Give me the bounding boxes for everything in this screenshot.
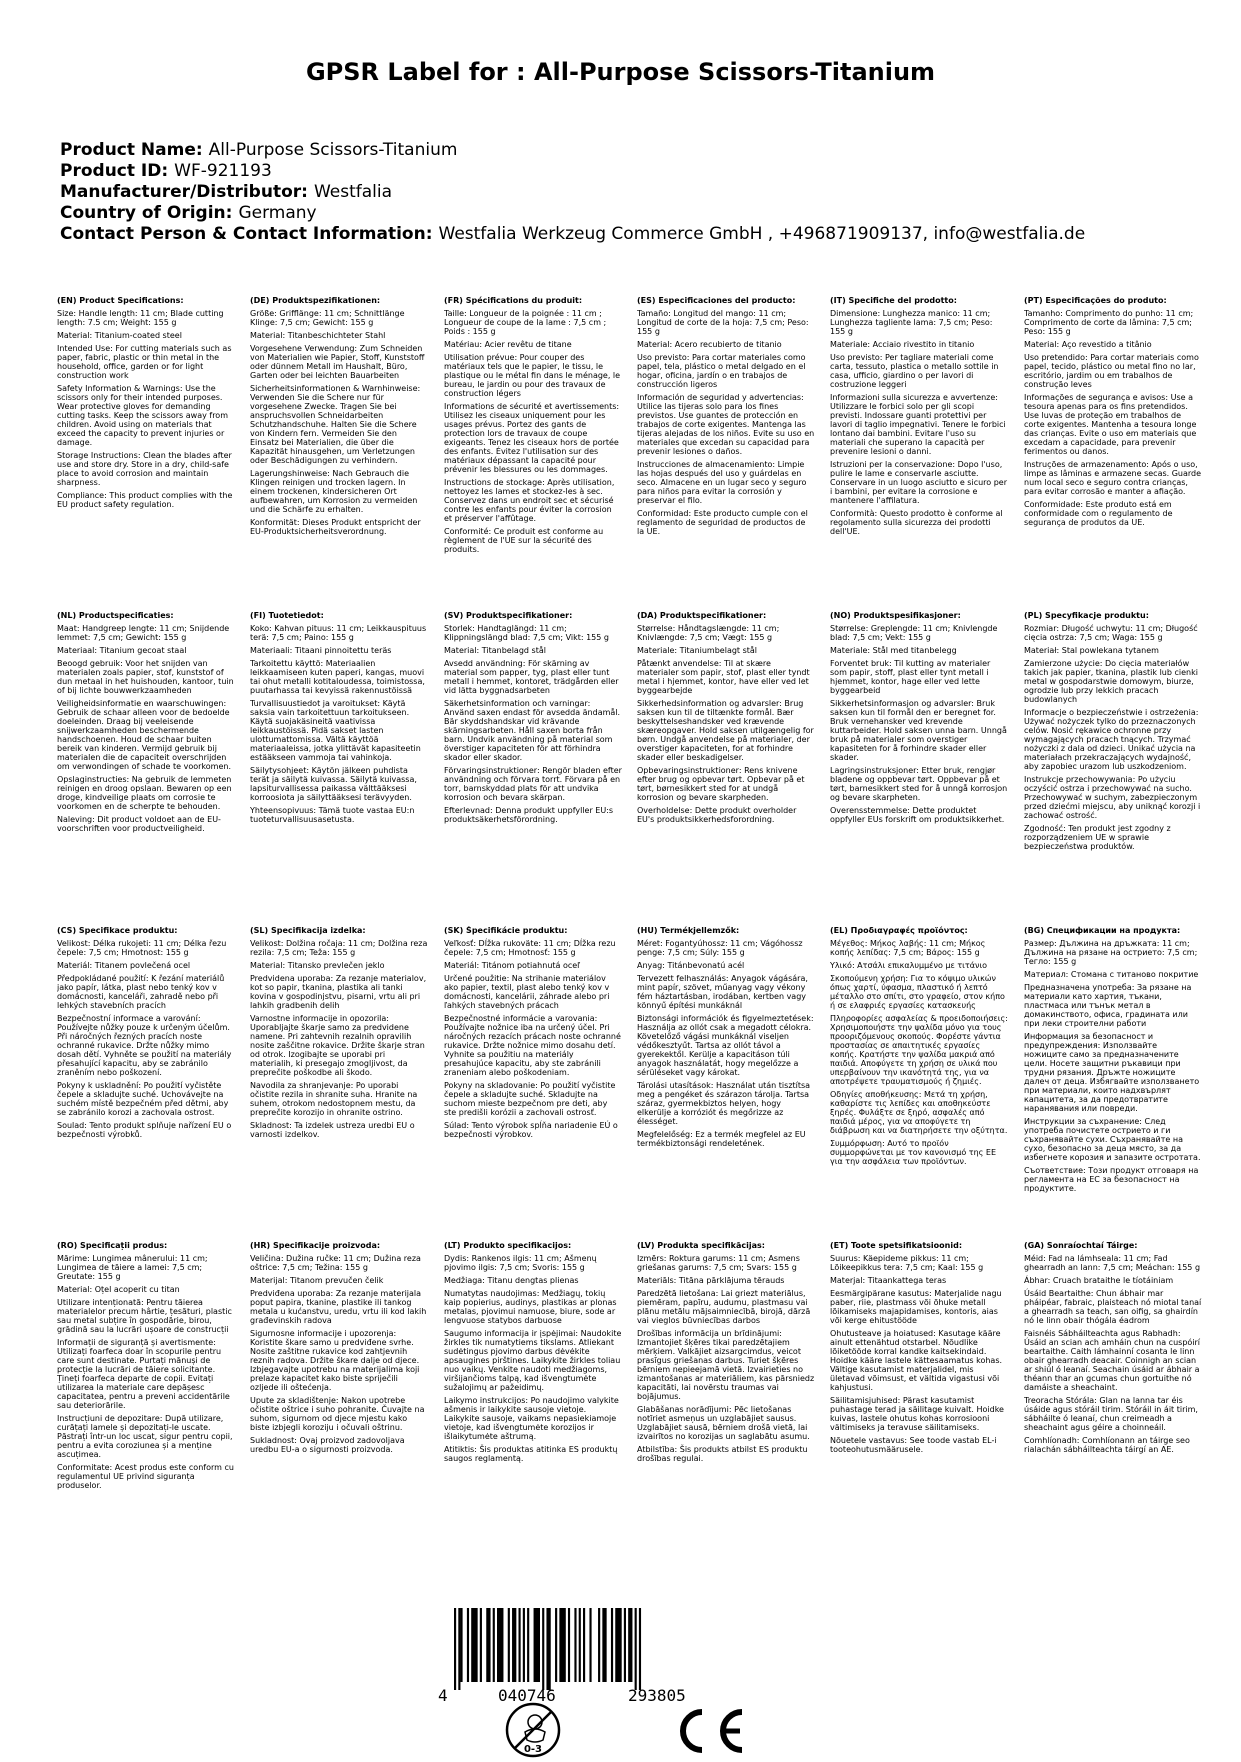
barcode-bar bbox=[493, 1608, 495, 1682]
spec-cell bbox=[444, 926, 622, 1231]
spec-paragraph: Информация за безопасност и предупреждения: Използвайте ножиците само за предназначените цели. Носете защитни ръкавици при трудни рязания. Дръжте ножиците далеч от деца. Избягвайте използването при материали, които надхвърлят капацитета, за да предотвратите наранявания или повреди. bbox=[1024, 1032, 1200, 1113]
spec-paragraph: Koko: Kahvan pituus: 11 cm; Leikkauspituus terä: 7,5 cm; Paino: 155 g bbox=[250, 624, 427, 642]
spec-paragraph: Atbilstība: Šis produkts atbilst ES produktu drošības regulai. bbox=[637, 1445, 808, 1463]
spec-paragraph: Sigurnosne informacije i upozorenja: Koristite škare samo u predviđene svrhe. Nosite zaštitne rukavice kod zahtjevnih reznih radova. Držite škare dalje od djece. Izbjegavajte upotrebu na materijalima koji prelaze kapacitet kako biste spriječili ozljede ili oštećenja. bbox=[250, 1329, 420, 1392]
spec-paragraph: Uso pretendido: Para cortar materiais como papel, tecido, plástico ou metal fino no lar, escritório, jardim ou em trabalhos de construção leves bbox=[1024, 353, 1199, 389]
spec-grid bbox=[57, 296, 1202, 1556]
barcode-bar bbox=[512, 1608, 516, 1682]
spec-paragraph: Material: Aço revestido a titânio bbox=[1024, 340, 1152, 349]
spec-paragraph: Dydis: Rankenos ilgis: 11 cm; Ašmenų pjovimo ilgis: 7,5 cm; Svoris: 155 g bbox=[444, 1254, 597, 1272]
spec-paragraph: Sikkerhetsinformasjon og advarsler: Bruk saksen kun til formål den er beregnet for. Bruk vernehansker ved krevende kuttarbeider. Hold saksen unna barn. Unngå bruk på materialer som overstiger kapasiteten for å forhindre skader eller skader. bbox=[830, 699, 1007, 762]
spec-paragraph: Conformidade: Este produto está em conformidade com o regulamento de segurança de produtos da UE. bbox=[1024, 500, 1173, 527]
spec-paragraph: Sikkerhedsinformation og advarsler: Brug saksen kun til de tiltænkte formål. Bær beskyttelseshandsker ved krævende skæreopgaver. Hold saksen utilgængelig for børn. Undgå anvendelse på materialer, der overstiger kapaciteten, for at forhindre skader eller beskadigelser. bbox=[637, 699, 814, 762]
spec-paragraph: Zamierzone użycie: Do cięcia materiałów takich jak papier, tkanina, plastik lub cienki metal w gospodarstwie domowym, biurze, ogrodzie lub przy lekkich pracach budowlanych bbox=[1024, 659, 1198, 704]
spec-paragraph: Säilitamisjuhised: Pärast kasutamist puhastage terad ja säilitage kuivalt. Hoidke kuivas, lastele ohutus kohas korrosiooni vältimiseks ja teravuse säilitamiseks. bbox=[830, 1396, 1004, 1432]
spec-cell bbox=[57, 926, 235, 1231]
spec-paragraph: Megfelelőség: Ez a termék megfelel az EU termékbiztonsági rendeletének. bbox=[637, 1130, 806, 1148]
spec-paragraph: Πληροφορίες ασφαλείας & προειδοποιήσεις: Χρησιμοποιήστε την ψαλίδα μόνο για τους προοριζόμενους σκοπούς. Φορέστε γάντια προστασίας σε απαιτητικές εργασίες κοπής. Κρατήστε την ψαλίδα μακριά από παιδιά. Αποφύγετε τη χρήση σε υλικά που υπερβαίνουν την ικανότητά της, για να αποτρέψετε τραυματισμούς ή ζημιές. bbox=[830, 1014, 1008, 1086]
spec-paragraph: Skladnost: Ta izdelek ustreza uredbi EU o varnosti izdelkov. bbox=[250, 1121, 415, 1139]
info-product-name: Product Name: All-Purpose Scissors-Titanium bbox=[60, 140, 458, 160]
barcode-bar bbox=[635, 1608, 637, 1690]
spec-paragraph: Pokyny k uskladnění: Po použití vyčistěte čepele a skladujte suché. Uchovávejte na suchém místě bezpečném před dětmi, aby se zabránilo korozi a zachovala ostrost. bbox=[57, 1081, 229, 1117]
spec-paragraph: Säkerhetsinformation och varningar: Använd saxen endast för avsedda ändamål. Bär skyddshandskar vid krävande skärningsarbeten. Håll saxen borta från barn. Undvik användning på material som överstiger kapaciteten för att förhindra skador eller skador. bbox=[444, 699, 621, 762]
spec-paragraph: Predviđena uporaba: Za rezanje materijala poput papira, tkanine, plastike ili tankog metala u kućanstvu, uredu, vrtu ili kod lakih građevinskih radova bbox=[250, 1289, 427, 1325]
spec-cell bbox=[637, 926, 815, 1231]
spec-paragraph: Utilisation prévue: Pour couper des matériaux tels que le papier, le tissu, le plastique ou le métal fin dans le ménage, le bureau, le jardin ou pour des travaux de construction légers bbox=[444, 353, 621, 398]
barcode-bar bbox=[458, 1608, 460, 1690]
spec-paragraph: Conformité: Ce produit est conforme au règlement de l'UE sur la sécurité des produits. bbox=[444, 527, 604, 554]
barcode-bar bbox=[559, 1608, 565, 1682]
spec-paragraph: Yhteensopivuus: Tämä tuote vastaa EU:n tuoteturvallisuusasetusta. bbox=[250, 806, 415, 824]
spec-paragraph: Medžiaga: Titanu dengtas plienas bbox=[444, 1276, 579, 1285]
barcode-bar bbox=[589, 1608, 591, 1682]
spec-heading: (HR) Specifikacije proizvoda: bbox=[250, 1241, 381, 1250]
spec-heading: (CS) Specifikace produktu: bbox=[57, 926, 178, 935]
spec-paragraph: Veličina: Dužina ručke: 11 cm; Dužina reza oštrice: 7,5 cm; Težina: 155 g bbox=[250, 1254, 421, 1272]
spec-paragraph: Materiaali: Titaani pinnoitettu teräs bbox=[250, 646, 392, 655]
spec-paragraph: Naleving: Dit product voldoet aan de EU-voorschriften voor productveiligheid. bbox=[57, 815, 221, 833]
spec-paragraph: Veiligheidsinformatie en waarschuwingen: Gebruik de schaar alleen voor de bedoelde doeleinden. Draag bij veeleisende snijwerkzaamheden beschermende handschoenen. Houd de schaar buiten bereik van kinderen. Vermijd gebruik bij materialen die de capaciteit overschrijden om verwondingen of schade te voorkomen. bbox=[57, 699, 231, 771]
spec-paragraph: Materiał: Stal powlekana tytanem bbox=[1024, 646, 1159, 655]
spec-paragraph: Tarkoitettu käyttö: Materiaalien leikkaamiseen kuten paperi, kangas, muovi tai ohut metalli kotitaloudessa, toimistossa, puutarhassa tai kevyissä rakennustöissä bbox=[250, 659, 425, 695]
spec-heading: (SL) Specifikacija izdelka: bbox=[250, 926, 366, 935]
spec-row bbox=[57, 296, 1202, 611]
spec-paragraph: Instrucțiuni de depozitare: După utilizare, curățați lamele și depozitați-le uscate. Păstrați într-un loc uscat, sigur pentru copii, pentru a evita coroziunea și a menține ascuțimea. bbox=[57, 1414, 233, 1459]
spec-heading: (DE) Produktspezifikationen: bbox=[250, 296, 381, 305]
spec-paragraph: Předpokládané použití: K řezání materiálů jako papír, látka, plast nebo tenký kov v domácnosti, kanceláři, zahradě nebo při lehkých stavebních pracích bbox=[57, 974, 225, 1010]
spec-paragraph: Materijal: Titanom prevučen čelik bbox=[250, 1276, 384, 1285]
spec-heading: (NL) Productspecificaties: bbox=[57, 611, 174, 620]
spec-paragraph: Efterlevnad: Denna produkt uppfyller EU:s produktsäkerhetsförordning. bbox=[444, 806, 614, 824]
barcode-bar bbox=[467, 1608, 469, 1682]
spec-heading: (EN) Product Specifications: bbox=[57, 296, 184, 305]
spec-paragraph: Instruções de armazenamento: Após o uso, limpe as lâminas e armazene secas. Guarde num local seco e seguro contra crianças, para evitar corrosão e manter a afiação. bbox=[1024, 460, 1202, 496]
spec-heading: (ET) Toote spetsifikatsioonid: bbox=[830, 1241, 963, 1250]
spec-paragraph: Material: Titanbeschichteter Stahl bbox=[250, 331, 386, 340]
spec-heading: (FI) Tuotetiedot: bbox=[250, 611, 324, 620]
spec-cell bbox=[444, 611, 622, 916]
spec-cell bbox=[637, 611, 815, 916]
info-country: Country of Origin: Germany bbox=[60, 203, 317, 223]
spec-paragraph: Nõuetele vastavus: See toode vastab EL-i tooteohutusmäärusele. bbox=[830, 1436, 997, 1454]
spec-cell bbox=[637, 1241, 815, 1546]
spec-paragraph: Izmērs: Roktura garums: 11 cm; Asmens griešanas garums: 7,5 cm; Svars: 155 g bbox=[637, 1254, 800, 1272]
spec-paragraph: Glabāšanas norādījumi: Pēc lietošanas notīriet asmeņus un uzglabājiet sausus. Uzglabājiet sausā, bērniem drošā vietā, lai izvairītos no korozijas un saglabātu asumu. bbox=[637, 1405, 810, 1441]
spec-cell bbox=[250, 611, 428, 916]
barcode-lead-digit: 4 bbox=[438, 1686, 448, 1705]
spec-paragraph: Biztonsági információk és figyelmeztetések: Használja az ollót csak a megadott célokra. Követelőző vágási munkáknál viseljen védőkesztyűt. Tartsa az ollót távol a gyerekektől. Kerülje a kapacitáson túli anyagok használatát, hogy megelőzze a sérüléseket vagy károkat. bbox=[637, 1014, 814, 1077]
spec-paragraph: Informații de siguranță și avertismente: Utilizați foarfeca doar în scopurile pentru care sunt destinate. Purtați mănuși de protecție la lucrări de tăiere solicitante. Țineți foarfeca departe de copii. Evitați utilizarea la materiale care depășesc capacitatea, pentru a preveni accidentările sau deteriorările. bbox=[57, 1338, 230, 1410]
info-contact: Contact Person & Contact Information: Westfalia Werkzeug Commerce GmbH , +496871909137, info@westfalia.de bbox=[60, 224, 1086, 244]
spec-paragraph: Informations de sécurité et avertissements: Utilisez les ciseaux uniquement pour les usages prévus. Portez des gants de protection lors de travaux de coupe exigeants. Tenez les ciseaux hors de portée des enfants. Évitez l'utilisation sur des matériaux dépassant la capacité pour prévenir les blessures ou les dommages. bbox=[444, 402, 620, 474]
spec-cell bbox=[1024, 296, 1202, 601]
spec-paragraph: Atitiktis: Šis produktas atitinka ES produktų saugos reglamentą. bbox=[444, 1445, 618, 1463]
spec-paragraph: Navodila za shranjevanje: Po uporabi očistite rezila in shranite suha. Hranite na suhem, otrokom nedostopnem mestu, da preprečite korozijo in ohranite ostrino. bbox=[250, 1081, 418, 1117]
spec-cell bbox=[57, 1241, 235, 1546]
spec-paragraph: Materiale: Acciaio rivestito in titanio bbox=[830, 340, 975, 349]
barcode-bar bbox=[497, 1608, 503, 1682]
spec-paragraph: Suurus: Käepideme pikkus: 11 cm; Lõikeepikkus tera: 7,5 cm; Kaal: 155 g bbox=[830, 1254, 984, 1272]
barcode-bar bbox=[471, 1608, 477, 1682]
spec-paragraph: Materiale: Stål med titanbelegg bbox=[830, 646, 957, 655]
barcode-bar bbox=[508, 1608, 510, 1682]
spec-paragraph: Laikymo instrukcijos: Po naudojimo valykite ašmenis ir laikykite sausoje vietoje. Laikykite sausoje, vaikams nepasiekiamoje vietoje, kad išvengtumėte korozijos ir išlaikytumėte aštrumą. bbox=[444, 1396, 619, 1441]
spec-paragraph: Forventet bruk: Til kutting av materialer som papir, stoff, plast eller tynt metall i hjemmet, kontor, hage eller ved lette byggearbeid bbox=[830, 659, 991, 695]
barcode-left-digits: 040746 bbox=[498, 1686, 556, 1705]
spec-cell bbox=[830, 296, 1008, 601]
spec-paragraph: Materiál: Titánom potiahnutá oceľ bbox=[444, 961, 581, 970]
spec-paragraph: Instructions de stockage: Après utilisation, nettoyez les lames et stockez-les à sec. Conservez dans un endroit sec et sécurisé contre les enfants pour éviter la corrosion et préserver l'affûtage. bbox=[444, 478, 615, 523]
spec-cell bbox=[444, 296, 622, 601]
spec-paragraph: Treoracha Stórála: Glan na lanna tar éis úsáide agus stóráil tirim. Stóráil in áit tirim, sábháilte ó leanaí, chun creimeadh a sheachaint agus géire a choinneáil. bbox=[1024, 1396, 1198, 1432]
spec-paragraph: Μέγεθος: Μήκος λαβής: 11 cm; Μήκος κοπής λεπίδας: 7,5 cm; Βάρος: 155 g bbox=[830, 939, 986, 957]
barcode-bar bbox=[568, 1608, 570, 1682]
spec-paragraph: Pokyny na skladovanie: Po použití vyčistite čepele a skladujte suché. Skladujte na suchom mieste bezpečnom pre deti, aby ste predišli korózii a zachovali ostrosť. bbox=[444, 1081, 616, 1117]
spec-heading: (SK) Špecifikácie produktu: bbox=[444, 926, 568, 935]
ce-mark-icon bbox=[668, 1708, 746, 1754]
spec-cell bbox=[250, 296, 428, 601]
spec-paragraph: Συμμόρφωση: Αυτό το προϊόν συμμορφώνεται με τον κανονισμό της ΕΕ για την ασφάλεια των προϊόντων. bbox=[830, 1139, 996, 1166]
spec-paragraph: Matériau: Acier revêtu de titane bbox=[444, 340, 572, 349]
spec-paragraph: Size: Handle length: 11 cm; Blade cutting length: 7.5 cm; Weight: 155 g bbox=[57, 309, 224, 327]
spec-cell bbox=[57, 611, 235, 916]
spec-paragraph: Méid: Fad na lámhseala: 11 cm; Fad ghearradh an lann: 7,5 cm; Meáchan: 155 g bbox=[1024, 1254, 1201, 1272]
spec-heading: (RO) Specificații produs: bbox=[57, 1241, 168, 1250]
spec-cell bbox=[830, 611, 1008, 916]
spec-paragraph: Velikost: Délka rukojeti: 11 cm; Délka řezu čepele: 7,5 cm; Hmotnost: 155 g bbox=[57, 939, 227, 957]
svg-text:0-3: 0-3 bbox=[523, 1744, 543, 1755]
spec-paragraph: Utilizare intenționată: Pentru tăierea materialelor precum hârtie, țesături, plastic sau metal subțire în gospodărie, birou, grădină sau la lucrări ușoare de construcții bbox=[57, 1298, 232, 1334]
spec-heading: (PT) Especificações do produto: bbox=[1024, 296, 1167, 305]
barcode-bar bbox=[486, 1608, 490, 1682]
spec-paragraph: Turvallisuustiedot ja varoitukset: Käytä saksia vain tarkoitettuun tarkoitukseen. Käytä suojakäsineitä vaativissa leikkaustöissä. Pidä sakset lasten ulottumattomissa. Vältä käyttöä materiaaleissa, jotka ylittävät kapasiteetin estääkseen vammoja tai vahinkoja. bbox=[250, 699, 421, 762]
barcode-digits bbox=[438, 1686, 738, 1704]
barcode-bar bbox=[480, 1608, 482, 1682]
barcode-bar bbox=[615, 1608, 621, 1682]
spec-paragraph: Storage Instructions: Clean the blades after use and store dry. Store in a dry, child-safe place to avoid corrosion and maintain sharpness. bbox=[57, 451, 232, 487]
barcode-bar bbox=[527, 1608, 529, 1682]
spec-paragraph: Съответствие: Този продукт отговаря на регламента на ЕС за безопасност на продуктите. bbox=[1024, 1166, 1199, 1193]
spec-paragraph: Размер: Дължина на дръжката: 11 cm; Дължина на рязане на острието: 7,5 cm; Тегло: 155 g bbox=[1024, 939, 1198, 966]
barcode-bar bbox=[624, 1608, 626, 1682]
spec-heading: (SV) Produktspecifikationer: bbox=[444, 611, 573, 620]
info-manufacturer: Manufacturer/Distributor: Westfalia bbox=[60, 182, 392, 202]
barcode-right-digits: 293805 bbox=[628, 1686, 686, 1705]
barcode-bar bbox=[454, 1608, 456, 1690]
spec-paragraph: Taille: Longueur de la poignée : 11 cm ; Longueur de coupe de la lame : 7,5 cm ; Poids : 155 g bbox=[444, 309, 607, 336]
spec-paragraph: Säilytysohjeet: Käytön jälkeen puhdista terät ja säilytä kuivassa. Säilytä kuivassa, lapsiturvallisessa paikassa välttääksesi korroosiota ja säilyttääksesi terävyyden. bbox=[250, 766, 417, 802]
barcode-bar bbox=[639, 1608, 641, 1690]
spec-cell bbox=[250, 1241, 428, 1546]
spec-paragraph: Upute za skladištenje: Nakon upotrebe očistite oštrice i suho pohranite. Čuvajte na suhom, sigurnom od djece mjestu kako biste izbjegli koroziju i očuvali oštrinu. bbox=[250, 1396, 425, 1432]
spec-heading: (ES) Especificaciones del producto: bbox=[637, 296, 796, 305]
spec-paragraph: Konformität: Dieses Produkt entspricht der EU-Produktsicherheitsverordnung. bbox=[250, 518, 421, 536]
spec-paragraph: Vorgesehene Verwendung: Zum Schneiden von Materialien wie Papier, Stoff, Kunststoff oder dünnem Metall im Haushalt, Büro, Garten oder bei leichten Bauarbeiten bbox=[250, 344, 425, 380]
spec-paragraph: Overensstemmelse: Dette produktet oppfyller EUs forskrift om produktsikkerhet. bbox=[830, 806, 1005, 824]
barcode-bar bbox=[460, 1608, 462, 1682]
barcode-bar bbox=[555, 1608, 557, 1682]
spec-cell bbox=[57, 296, 235, 601]
spec-paragraph: Påtænkt anvendelse: Til at skære materialer som papir, stof, plast eller tyndt metal i hjemmet, kontor, have eller ved let byggearbejde bbox=[637, 659, 810, 695]
barcode-bar bbox=[611, 1608, 613, 1682]
spec-paragraph: Ábhar: Cruach brataithe le tíotáiniam bbox=[1024, 1276, 1174, 1285]
barcode-bar bbox=[579, 1608, 581, 1682]
spec-paragraph: Compliance: This product complies with the EU product safety regulation. bbox=[57, 491, 233, 509]
spec-paragraph: Предназначена употреба: За рязане на материали като хартия, тъкани, пластмаса или тънък метал в домакинството, офиса, градината или при леки строителни работи bbox=[1024, 983, 1192, 1028]
age-0-3-warning-icon bbox=[505, 1702, 561, 1758]
info-product-id: Product ID: WF-921193 bbox=[60, 161, 272, 181]
spec-cell bbox=[1024, 611, 1202, 916]
spec-paragraph: Materiāls: Titāna pārklājuma tērauds bbox=[637, 1276, 785, 1285]
barcode-bar bbox=[534, 1608, 540, 1682]
spec-heading: (LV) Produkta specifikācijas: bbox=[637, 1241, 765, 1250]
spec-heading: (DA) Produktspecifikationer: bbox=[637, 611, 767, 620]
spec-paragraph: Förvaringsinstruktioner: Rengör bladen efter användning och förvara torrt. Förvara på en torr, barnskyddad plats för att undvika korrosion och bevara skärpan. bbox=[444, 766, 622, 802]
spec-row bbox=[57, 926, 1201, 1241]
spec-paragraph: Soulad: Tento produkt splňuje nařízení EU o bezpečnosti výrobků. bbox=[57, 1121, 232, 1139]
spec-paragraph: Lagringsinstruksjoner: Etter bruk, rengjør bladene og oppbevar tørt. Oppbevar på et tørt, barnesikkert sted for å unngå korrosjon og bevare skarpheten. bbox=[830, 766, 1008, 802]
spec-paragraph: Tervezett felhasználás: Anyagok vágására, mint papír, szövet, műanyag vagy vékony fém háztartásban, irodában, kertben vagy könnyű építési munkáknál bbox=[637, 974, 808, 1010]
spec-paragraph: Drošības informācija un brīdinājumi: Izmantojiet šķēres tikai paredzētajiem mērķiem. Valkājiet aizsargcimdus, veicot prasīgus griešanas darbus. Turiet šķēres bērniem nepieejamā vietā. Izvairieties no izmantošanas ar materiāliem, kas pārsniedz kapacitāti, lai novērstu traumas vai bojājumus. bbox=[637, 1329, 815, 1401]
spec-heading: (BG) Спецификации на продукта: bbox=[1024, 926, 1181, 935]
spec-paragraph: Størrelse: Greplengde: 11 cm; Knivlengde blad: 7,5 cm; Vekt: 155 g bbox=[830, 624, 998, 642]
barcode-bar bbox=[546, 1608, 550, 1690]
spec-paragraph: Informacje o bezpieczeństwie i ostrzeżenia: Używać nożyczek tylko do przeznaczonych celów. Nosić rękawice ochronne przy wymagających pracach tnących. Trzymać nożyczki z dala od dzieci. Unikać użycia na materiałach przekraczających wydajność, aby zapobiec urazom lub uszkodzeniom. bbox=[1024, 708, 1199, 771]
spec-cell bbox=[444, 1241, 622, 1546]
spec-heading: (GA) Sonraíochtaí Táirge: bbox=[1024, 1241, 1138, 1250]
spec-paragraph: Bezpečnostní informace a varování: Používejte nůžky pouze k určeným účelům. Při náročných řezných pracích noste ochranné rukavice. Držte nůžky mimo dosah dětí. Vyhněte se použití na materiály přesahující kapacitu, aby se zabránilo zraněním nebo poškození. bbox=[57, 1014, 232, 1077]
spec-cell bbox=[830, 926, 1008, 1231]
spec-paragraph: Informações de segurança e avisos: Use a tesoura apenas para os fins pretendidos. Use luvas de proteção em trabalhos de corte exigentes. Mantenha a tesoura longe das crianças. Evite o uso em materiais que excedam a capacidade, para prevenir ferimentos ou danos. bbox=[1024, 393, 1197, 456]
spec-paragraph: Súlad: Tento výrobok spĺňa nariadenie EÚ o bezpečnosti výrobkov. bbox=[444, 1121, 618, 1139]
spec-paragraph: Safety Information & Warnings: Use the scissors only for their intended purposes. Wear protective gloves for demanding cutting tasks. Keep the scissors away from children. Avoid using on materials that exceed the capacity to prevent injuries or damage. bbox=[57, 384, 228, 447]
spec-paragraph: Material: Titanbelagd stål bbox=[444, 646, 546, 655]
spec-paragraph: Varnostne informacije in opozorila: Uporabljajte škarje samo za predvidene namene. Pri zahtevnih rezalnih opravilih nosite zaščitne rokavice. Držite škarje stran od otrok. Izogibajte se uporabi pri materialih, ki presegajo zmogljivost, da preprečite poškodbe ali škodo. bbox=[250, 1014, 425, 1077]
spec-paragraph: Sukladnost: Ovaj proizvod zadovoljava uredbu EU-a o sigurnosti proizvoda. bbox=[250, 1436, 405, 1454]
barcode-bar bbox=[574, 1608, 576, 1682]
spec-paragraph: Dimensione: Lunghezza manico: 11 cm; Lunghezza tagliente lama: 7,5 cm; Peso: 155 g bbox=[830, 309, 993, 336]
barcode-icon bbox=[440, 1608, 740, 1690]
spec-heading: (EL) Προδιαγραφές προϊόντος: bbox=[830, 926, 968, 935]
barcode-bar bbox=[523, 1608, 525, 1682]
spec-paragraph: Eesmärgipärane kasutus: Materjalide nagu paber, riie, plastmass või õhuke metall lõikamiseks majapidamises, kontoris, aias või kerge ehitustööde bbox=[830, 1289, 1002, 1325]
spec-paragraph: Conformitate: Acest produs este conform cu regulamentul UE privind siguranța produselor. bbox=[57, 1463, 234, 1490]
spec-heading: (PL) Specyfikacje produktu: bbox=[1024, 611, 1149, 620]
spec-paragraph: Istruzioni per la conservazione: Dopo l'uso, pulire le lame e conservarle asciutte. Conservare in un luogo asciutto e sicuro per i bambini, per evitare la corrosione e mantenere l'affilatura. bbox=[830, 460, 1008, 505]
spec-cell bbox=[1024, 1241, 1202, 1546]
spec-cell bbox=[1024, 926, 1202, 1231]
spec-heading: (FR) Spécifications du produit: bbox=[444, 296, 583, 305]
spec-paragraph: Anyag: Titánbevonatú acél bbox=[637, 961, 745, 970]
product-info bbox=[60, 140, 1190, 245]
spec-heading: (IT) Specifiche del prodotto: bbox=[830, 296, 957, 305]
spec-paragraph: Υλικό: Ατσάλι επικαλυμμένο με τιτάνιο bbox=[830, 961, 988, 970]
spec-paragraph: Numatytas naudojimas: Medžiagų, tokių kaip popierius, audinys, plastikas ar plonas metalas, pjovimui namuose, biure, sode ar lengvuose statybos darbuose bbox=[444, 1289, 617, 1325]
spec-paragraph: Comhlíonadh: Comhlíonann an táirge seo rialachán sábháilteachta táirgí an AE. bbox=[1024, 1436, 1190, 1454]
spec-paragraph: Určené použitie: Na strihanie materiálov ako papier, textil, plast alebo tenký kov v domácnosti, kancelárii, záhrade alebo pri ľahkých stavebných prácach bbox=[444, 974, 610, 1010]
barcode-bar bbox=[598, 1608, 600, 1682]
ean-barcode bbox=[440, 1608, 740, 1690]
spec-paragraph: Maat: Handgreep lengte: 11 cm; Snijdende lemmet: 7,5 cm; Gewicht: 155 g bbox=[57, 624, 230, 642]
spec-paragraph: Opbevaringsinstruktioner: Rens knivene efter brug og opbevar tørt. Opbevar på et tørt, børnesikkert sted for at undgå korrosion og bevare skarpheden. bbox=[637, 766, 805, 802]
spec-paragraph: Materiale: Titaniumbelagt stål bbox=[637, 646, 758, 655]
page-title: GPSR Label for : All-Purpose Scissors-Titanium bbox=[305, 58, 936, 86]
spec-paragraph: Ohutusteave ja hoiatused: Kasutage kääre ainult ettenähtud otstarbel. Nõudlike lõiketööde korral kandke kaitsekindaid. Hoidke kääre lastele kättesaamatus kohas. Vältige kasutamist materjalidel, mis ületavad võimsust, et vältida vigastusi või kahjustusi. bbox=[830, 1329, 1003, 1392]
spec-paragraph: Avsedd användning: För skärning av material som papper, tyg, plast eller tunt metall i hemmet, kontoret, trädgården eller vid lätta byggnadsarbeten bbox=[444, 659, 619, 695]
spec-row bbox=[57, 611, 1201, 926]
barcode-bar bbox=[602, 1608, 606, 1682]
spec-paragraph: Material: Titansko prevlečen jeklo bbox=[250, 961, 385, 970]
spec-paragraph: Conformità: Questo prodotto è conforme al regolamento sulla sicurezza dei prodotti dell'UE. bbox=[830, 509, 1003, 536]
spec-paragraph: Größe: Grifflänge: 11 cm; Schnittlänge Klinge: 7,5 cm; Gewicht: 155 g bbox=[250, 309, 405, 327]
spec-heading: (NO) Produktspesifikasjoner: bbox=[830, 611, 961, 620]
spec-paragraph: Tamanho: Comprimento do punho: 11 cm; Comprimento de corte da lâmina: 7,5 cm; Peso: 155 g bbox=[1024, 309, 1194, 336]
spec-paragraph: Materjal: Titaankattega teras bbox=[830, 1276, 947, 1285]
spec-paragraph: Σκοπούμενη χρήση: Για το κόψιμο υλικών όπως χαρτί, ύφασμα, πλαστικό ή λεπτό μέταλλο στο σπίτι, στο γραφείο, στον κήπο ή σε ελαφριές εργασίες κατασκευής bbox=[830, 974, 1005, 1010]
spec-paragraph: Velikost: Dolžina ročaja: 11 cm; Dolžina reza rezila: 7,5 cm; Teža: 155 g bbox=[250, 939, 428, 957]
spec-paragraph: Tárolási utasítások: Használat után tisztítsa meg a pengéket és szárazon tárolja. Tartsa száraz, gyermekbiztos helyen, hogy elkerülje a korróziót és megőrizze az élességet. bbox=[637, 1081, 811, 1126]
spec-paragraph: Uso previsto: Per tagliare materiali come carta, tessuto, plastica o metallo sottile in casa, ufficio, giardino o per lavori di costruzione leggeri bbox=[830, 353, 999, 389]
barcode-bar bbox=[628, 1608, 632, 1682]
spec-paragraph: Størrelse: Håndtagslængde: 11 cm; Knivlængde: 7,5 cm; Vægt: 155 g bbox=[637, 624, 780, 642]
spec-heading: (LT) Produkto specifikacijos: bbox=[444, 1241, 572, 1250]
spec-paragraph: Bezpečnostné informácie a varovania: Používajte nožnice iba na určený účel. Pri náročných rezacích prácach noste ochranné rukavice. Držte nožnice mimo dosahu detí. Vyhnite sa použitiu na materiály presahujúce kapacitu, aby ste zabránili zraneniam alebo poškodeniam. bbox=[444, 1014, 621, 1077]
spec-row bbox=[57, 1241, 1202, 1556]
spec-paragraph: Sicherheitsinformationen & Warnhinweise: Verwenden Sie die Schere nur für vorgesehene Zwecke. Tragen Sie bei anspruchsvollen Schneidarbeiten Schutzhandschuhe. Halten Sie die Schere von Kindern fern. Vermeiden Sie den Einsatz bei Materialien, die über die Kapazität hinausgehen, um Verletzungen oder Beschädigungen zu verhindern. bbox=[250, 384, 421, 465]
spec-cell bbox=[250, 926, 428, 1231]
spec-paragraph: Instrukcje przechowywania: Po użyciu oczyścić ostrza i przechowywać na sucho. Przechowywać w suchym, zabezpieczonym przed dziećmi miejscu, aby uniknąć korozji i zachować ostrość. bbox=[1024, 775, 1201, 820]
spec-paragraph: Instrucciones de almacenamiento: Limpie las hojas después del uso y guárdelas en seco. Almacene en un lugar seco y seguro para niños para evitar la corrosión y preservar el filo. bbox=[637, 460, 807, 505]
spec-paragraph: Intended Use: For cutting materials such as paper, fabric, plastic or thin metal in the household, office, garden or for light construction work bbox=[57, 344, 232, 380]
spec-paragraph: Zgodność: Ten produkt jest zgodny z rozporządzeniem UE w sprawie bezpieczeństwa produktów. bbox=[1024, 824, 1171, 851]
spec-paragraph: Informazioni sulla sicurezza e avvertenze: Utilizzare le forbici solo per gli scopi previsti. Indossare guanti protettivi per lavori di taglio impegnativi. Tenere le forbici lontano dai bambini. Evitare l'uso su materiali che superano la capacità per prevenire lesioni o danni. bbox=[830, 393, 1006, 456]
barcode-bar bbox=[519, 1608, 521, 1682]
spec-paragraph: Paredzētā lietošana: Lai griezt materiālus, piemēram, papīru, audumu, plastmasu vai plānu metālu mājsaimniecībā, birojā, dārzā vai vieglos būvniecības darbos bbox=[637, 1289, 811, 1325]
spec-paragraph: Overholdelse: Dette produkt overholder EU's produktsikkerhedsforordning. bbox=[637, 806, 797, 824]
spec-paragraph: Información de seguridad y advertencias: Utilice las tijeras solo para los fines previstos. Use guantes de protección en trabajos de corte exigentes. Mantenga las tijeras alejadas de los niños. Evite su uso en materiales que excedan su capacidad para prevenir lesiones o daños. bbox=[637, 393, 815, 456]
barcode-bar bbox=[583, 1608, 585, 1682]
spec-paragraph: Οδηγίες αποθήκευσης: Μετά τη χρήση, καθαρίστε τις λεπίδες και αποθηκεύστε ξηρές. Φυλάξτε σε ξηρό, ασφαλές από παιδιά μέρος, για να αποφύγετε τη διάβρωση και να διατηρήσετε την οξύτητα. bbox=[830, 1090, 1008, 1135]
spec-paragraph: Conformidad: Este producto cumple con el reglamento de seguridad de productos de la UE. bbox=[637, 509, 808, 536]
spec-paragraph: Materiál: Titanem povlečená ocel bbox=[57, 961, 191, 970]
spec-paragraph: Materiaal: Titanium gecoat staal bbox=[57, 646, 187, 655]
spec-paragraph: Predvidena uporaba: Za rezanje materialov, kot so papir, tkanina, plastika ali tanki kovina v gospodinjstvu, pisarni, vrtu ali pri lahkih gradbenih delih bbox=[250, 974, 427, 1010]
spec-paragraph: Saugumo informacija ir įspėjimai: Naudokite žirkles tik numatytiems tikslams. Atliekant sudėtingus pjovimo darbus dėvėkite apsaugines pirštines. Laikykite žirkles toliau nuo vaikų. Venkite naudoti medžiagoms, viršijančioms talpą, kad išvengtumėte sužalojimų ar pažeidimų. bbox=[444, 1329, 622, 1392]
spec-paragraph: Storlek: Handtaglängd: 11 cm; Klippningslängd blad: 7,5 cm; Vikt: 155 g bbox=[444, 624, 609, 642]
spec-paragraph: Faisnéis Sábháilteachta agus Rabhadh: Úsáid an scian ach amháin chun na cuspóirí beartaithe. Caith lámhainní cosanta le linn obair ghearradh deacair. Coinnigh an scian ar shiúl ó leanaí. Seachain úsáid ar ábhair a théann thar an gcumas chun gortuithe nó damáiste a sheachaint. bbox=[1024, 1329, 1201, 1392]
spec-paragraph: Material: Oțel acoperit cu titan bbox=[57, 1285, 180, 1294]
spec-paragraph: Материал: Стомана с титаново покритие bbox=[1024, 970, 1199, 979]
spec-paragraph: Opslaginstructies: Na gebruik de lemmeten reinigen en droog opslaan. Bewaren op een droge, kindveilige plaats om corrosie te voorkomen en de scherpte te behouden. bbox=[57, 775, 232, 811]
spec-cell bbox=[830, 1241, 1008, 1546]
spec-paragraph: Инструкции за съхранение: След употреба почистете острието и ги съхранявайте сухи. Съхранявайте на сухо, безопасно за деца място, за да избегнете корозия и запазите остротата. bbox=[1024, 1117, 1201, 1162]
spec-paragraph: Lagerungshinweise: Nach Gebrauch die Klingen reinigen und trocken lagern. In einem trockenen, kindersicheren Ort aufbewahren, um Korrosion zu vermeiden und die Schärfe zu erhalten. bbox=[250, 469, 418, 514]
barcode-bar bbox=[542, 1608, 544, 1690]
spec-paragraph: Úsáid Beartaithe: Chun ábhair mar pháipéar, fabraic, plaisteach nó miotal tanaí a ghearradh sa teach, san oifig, sa ghairdín nó le linn obair thógála éadrom bbox=[1024, 1289, 1202, 1325]
spec-paragraph: Tamaño: Longitud del mango: 11 cm; Longitud de corte de la hoja: 7,5 cm; Peso: 155 g bbox=[637, 309, 809, 336]
spec-paragraph: Material: Titanium-coated steel bbox=[57, 331, 182, 340]
spec-paragraph: Mărime: Lungimea mânerului: 11 cm; Lungimea de tăiere a lamei: 7,5 cm; Greutate: 155 g bbox=[57, 1254, 208, 1281]
spec-cell bbox=[637, 296, 815, 601]
spec-paragraph: Méret: Fogantyúhossz: 11 cm; Vágóhossz penge: 7,5 cm; Súly: 155 g bbox=[637, 939, 803, 957]
spec-heading: (HU) Termékjellemzők: bbox=[637, 926, 740, 935]
spec-paragraph: Uso previsto: Para cortar materiales como papel, tela, plástico o metal delgado en el hogar, oficina, jardín o en trabajos de construcción ligeros bbox=[637, 353, 806, 389]
spec-paragraph: Material: Acero recubierto de titanio bbox=[637, 340, 782, 349]
spec-paragraph: Beoogd gebruik: Voor het snijden van materialen zoals papier, stof, kunststof of dun metaal in het huishouden, kantoor, tuin of bij lichte bouwwerkzaamheden bbox=[57, 659, 234, 695]
spec-paragraph: Veľkosť: Dĺžka rukoväte: 11 cm; Dĺžka rezu čepele: 7,5 cm; Hmotnosť: 155 g bbox=[444, 939, 616, 957]
spec-paragraph: Rozmiar: Długość uchwytu: 11 cm; Długość cięcia ostrza: 7,5 cm; Waga: 155 g bbox=[1024, 624, 1198, 642]
